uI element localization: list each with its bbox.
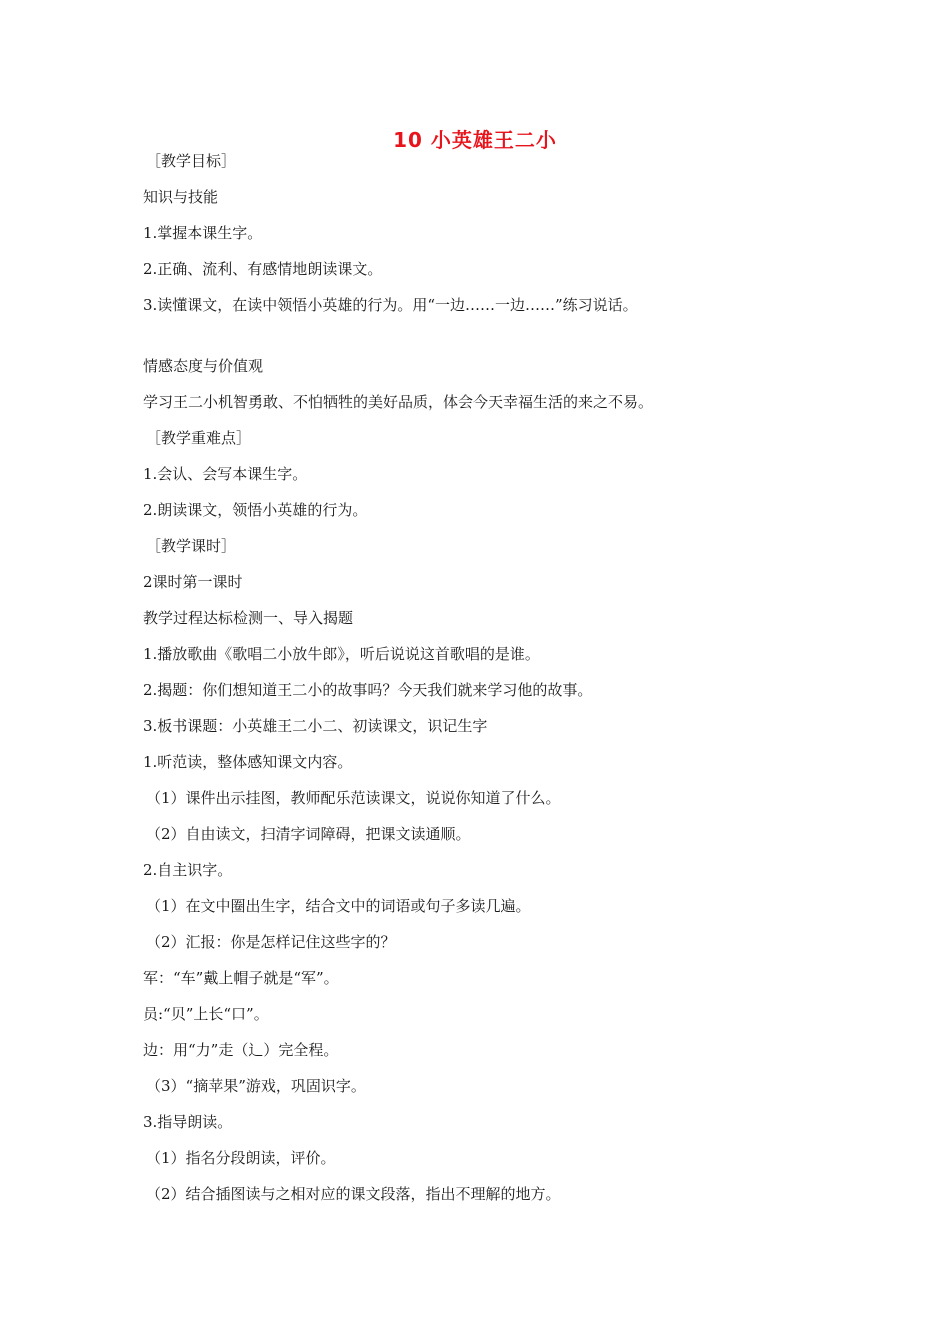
paragraph-line: （1）在文中圈出生字，结合文中的词语或句子多读几遍。 (146, 897, 531, 915)
paragraph-line: 1.会认、会写本课生字。 (143, 465, 308, 483)
paragraph-line: 3.板书课题：小英雄王二小二、初读课文，识记生字 (143, 717, 488, 735)
paragraph-line: 教学过程达标检测一、导入揭题 (143, 609, 354, 627)
paragraph-line: 2.正确、流利、有感情地朗读课文。 (143, 260, 383, 278)
paragraph-line: 2.揭题：你们想知道王二小的故事吗？今天我们就来学习他的故事。 (143, 681, 593, 699)
paragraph-line: 1.掌握本课生字。 (143, 224, 263, 242)
paragraph-line: （2）自由读文，扫清字词障碍，把课文读通顺。 (146, 825, 471, 843)
section-heading-objectives: ［教学目标］ (146, 152, 237, 170)
paragraph-line: 1.播放歌曲《歌唱二小放牛郎》，听后说说这首歌唱的是谁。 (143, 645, 540, 663)
paragraph-line: 边：用“力”走（辶）完全程。 (143, 1041, 339, 1059)
paragraph-line: 军：“车”戴上帽子就是“军”。 (143, 969, 339, 987)
section-heading-key-points: ［教学重难点］ (146, 429, 252, 447)
paragraph-line: （1）课件出示挂图，教师配乐范读课文，说说你知道了什么。 (146, 789, 561, 807)
paragraph-line: （1）指名分段朗读，评价。 (146, 1149, 336, 1167)
paragraph-line: （3）“摘苹果”游戏，巩固识字。 (146, 1077, 366, 1095)
paragraph-line: 2课时第一课时 (143, 573, 243, 591)
subheading-attitudes-values: 情感态度与价值观 (143, 357, 264, 375)
paragraph-line: 3.指导朗读。 (143, 1113, 233, 1131)
paragraph-line: （2）结合插图读与之相对应的课文段落，指出不理解的地方。 (146, 1185, 561, 1203)
paragraph-line: 2.朗读课文，领悟小英雄的行为。 (143, 501, 368, 519)
subheading-knowledge-skills: 知识与技能 (143, 188, 219, 206)
paragraph-line: 3.读懂课文，在读中领悟小英雄的行为。用“一边……一边……”练习说话。 (143, 296, 638, 314)
paragraph-line: 2.自主识字。 (143, 861, 233, 879)
section-heading-lesson-hours: ［教学课时］ (146, 537, 237, 555)
paragraph-line: （2）汇报：你是怎样记住这些字的？ (146, 933, 396, 951)
paragraph-line: 1.听范读，整体感知课文内容。 (143, 753, 353, 771)
paragraph-line: 学习王二小机智勇敢、不怕牺牲的美好品质，体会今天幸福生活的来之不易。 (143, 393, 654, 411)
paragraph-line: 员:“贝”上长“口”。 (143, 1005, 269, 1023)
document-title: 10 小英雄王二小 (393, 128, 557, 152)
